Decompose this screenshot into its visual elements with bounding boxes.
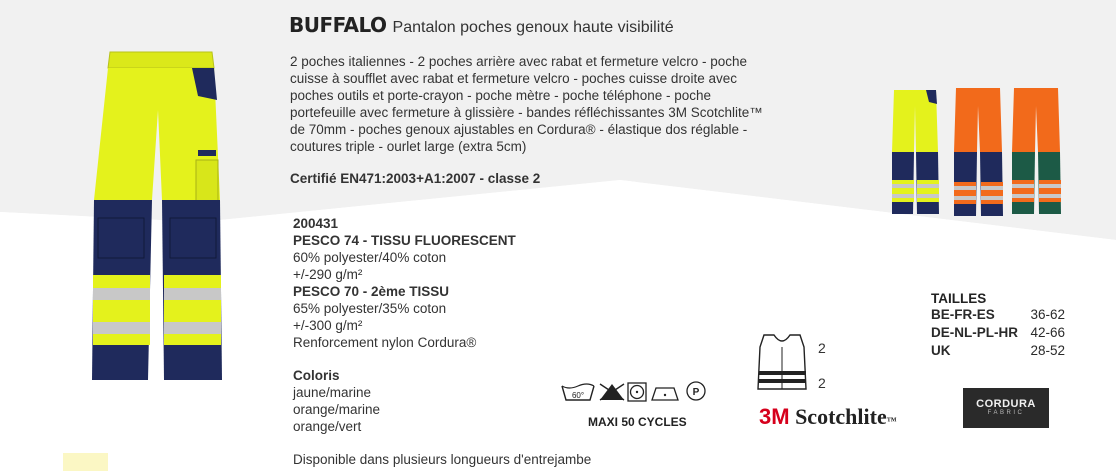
size-region: UK: [931, 343, 951, 358]
fabric2-composition: 65% polyester/35% coton: [293, 301, 447, 316]
product-reference: 200431: [293, 216, 339, 231]
sizes-table: [931, 291, 1065, 360]
size-region: BE-FR-ES: [931, 307, 995, 322]
sizes-heading: TAILLES: [931, 291, 987, 306]
size-range: 28-52: [1030, 343, 1065, 358]
reinforcement: Renforcement nylon Cordura®: [293, 335, 477, 350]
size-row: [931, 306, 1065, 324]
size-row: [931, 342, 1065, 360]
no-bleach-icon: [600, 384, 624, 400]
size-row: [931, 324, 1065, 342]
size-range: 42-66: [1030, 325, 1065, 340]
color-item: orange/vert: [293, 419, 362, 434]
dry-clean-label: P: [692, 387, 700, 398]
product-subtitle: Pantalon poches genoux haute visibilité: [392, 19, 674, 36]
color-variants-image: [886, 86, 1066, 220]
color-swatch-marker: [63, 453, 108, 471]
availability-note: Disponible dans plusieurs longueurs d'entrejambe: [293, 452, 592, 467]
variant-yellow-navy: [892, 90, 939, 214]
class-upper: 2: [818, 340, 826, 356]
variant-orange-navy: [954, 88, 1003, 216]
fabric1-composition: 60% polyester/40% coton: [293, 250, 447, 265]
cordura-subtitle: FABRIC: [987, 410, 1025, 416]
product-description: 2 poches italiennes - 2 poches arrière avec rabat et fermeture velcro - poche cuisse à soufflet avec rabat et fermeture velcro - poches cuisse droite avec poches outils et porte-crayon - poche mètre - poche téléphone - poche portefeuille avec fermeture à glissière - bandes réfléchissantes 3M Scotchlite™ de 70mm - poches genoux ajustables en Cordura® - élastique dos réglable - coutures triple - ourlet large (extra 5cm): [290, 54, 763, 154]
3m-logo-mark: 3M: [759, 404, 790, 429]
size-region: DE-NL-PL-HR: [931, 325, 1018, 340]
brand-name: BUFFALO: [289, 13, 387, 37]
variant-orange-green: [1012, 88, 1061, 214]
scotchlite-tm: ™: [886, 416, 897, 427]
product-title: [289, 13, 674, 37]
colors-section: [293, 367, 380, 435]
cordura-logo: [963, 388, 1049, 428]
iron-icon: [652, 388, 678, 400]
cordura-wordmark: CORDURA: [976, 398, 1036, 410]
care-symbols: [560, 380, 710, 409]
fabric2-weight: +/-300 g/m²: [293, 318, 363, 333]
certification: Certifié EN471:2003+A1:2007 - classe 2: [290, 171, 541, 186]
colors-heading: Coloris: [293, 368, 340, 383]
color-item: orange/marine: [293, 402, 381, 417]
fabric1-title: PESCO 74 - TISSU FLUORESCENT: [293, 233, 516, 248]
color-item: jaune/marine: [293, 385, 372, 400]
wash-temp-label: 60°: [571, 391, 585, 400]
care-cycles: MAXI 50 CYCLES: [588, 415, 687, 429]
wash-60-icon: [562, 384, 594, 400]
size-range: 36-62: [1030, 307, 1065, 322]
hi-vis-vest-icon: [754, 333, 810, 391]
fabric1-weight: +/-290 g/m²: [293, 267, 363, 282]
scotchlite-logo: [759, 404, 897, 430]
fabric-specs: [293, 215, 516, 351]
fabric2-title: PESCO 70 - 2ème TISSU: [293, 284, 450, 299]
trousers-main-image: [80, 50, 230, 390]
scotchlite-wordmark: Scotchlite: [795, 404, 887, 429]
class-lower: 2: [818, 375, 826, 391]
dry-clean-icon: [687, 382, 705, 400]
tumble-dry-icon: [628, 383, 646, 401]
